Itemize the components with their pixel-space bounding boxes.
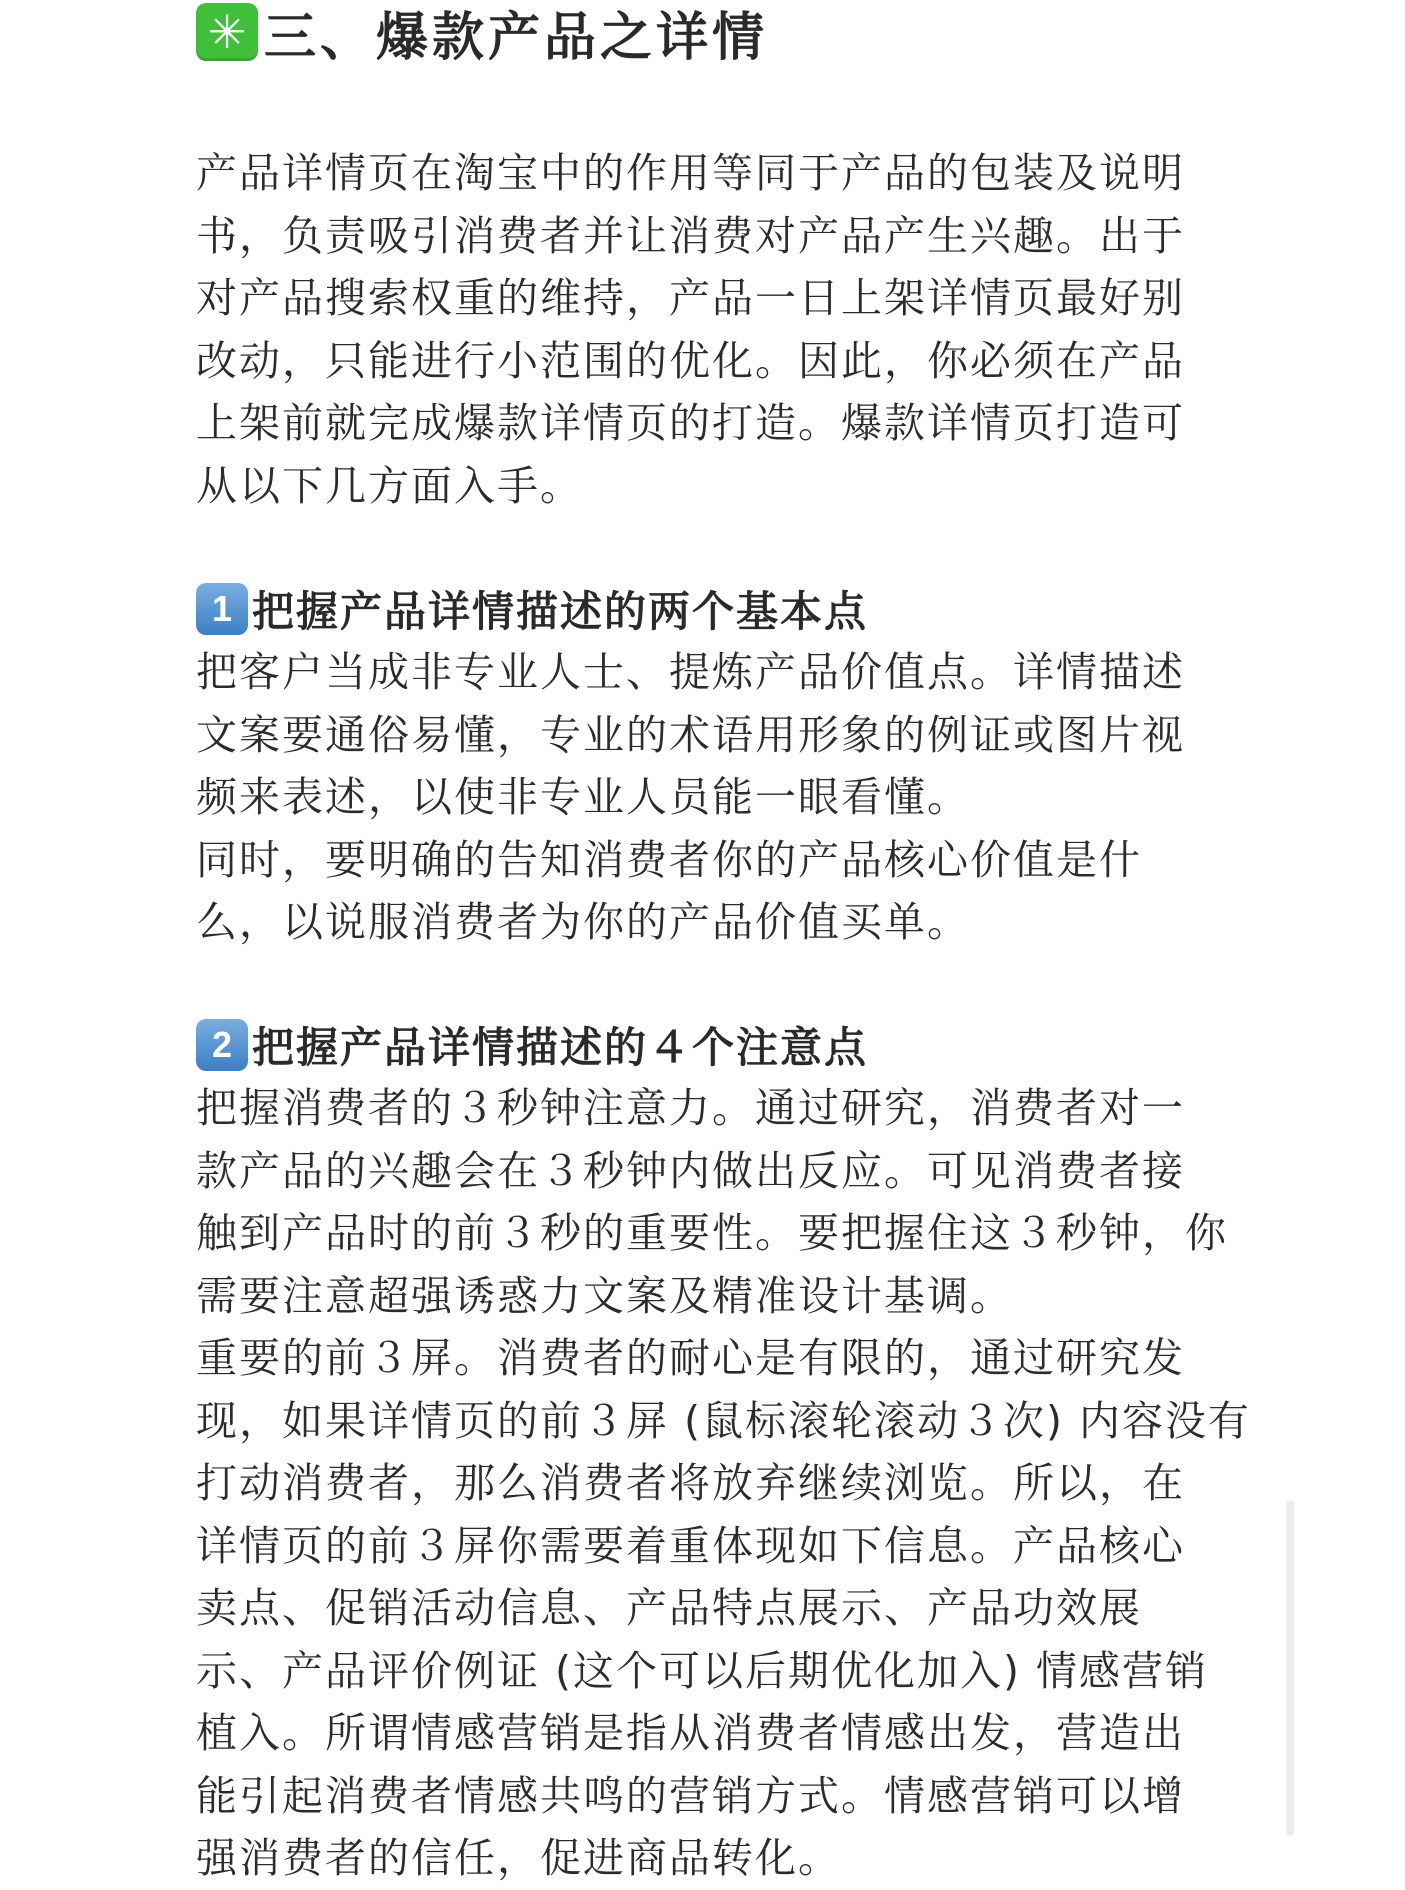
- section1-line: 同时，要明确的告知消费者你的产品核心价值是什: [196, 835, 1142, 884]
- subheading-1-text: 把握产品详情描述的两个基本点: [252, 587, 869, 636]
- subheading-2-text: 把握产品详情描述的４个注意点: [252, 1023, 869, 1072]
- section2-paragraph: [196, 1077, 1252, 1890]
- intro-line: 上架前就完成爆款详情页的打造。爆款详情页打造可: [196, 399, 1185, 447]
- intro-line: 改动，只能进行小范围的优化。因此，你必须在产品: [196, 336, 1185, 385]
- section2-line: 卖点、促销活动信息、产品特点展示、产品功效展: [196, 1584, 1142, 1632]
- section1-line: 文案要通俗易懂，专业的术语用形象的例证或图片视: [196, 710, 1185, 759]
- subheading-1: [196, 578, 868, 640]
- intro-line: 对产品搜索权重的维持，产品一日上架详情页最好别: [196, 274, 1185, 322]
- section2-line: 现，如果详情页的前３屏 (鼠标滚轮滚动３次) 内容没有: [196, 1396, 1252, 1445]
- section2-line: 把握消费者的３秒钟注意力。通过研究，消费者对一: [196, 1084, 1185, 1132]
- section-title-text: 三、爆款产品之详情: [264, 7, 769, 68]
- section2-line: 需要注意超强诱惑力文案及精准设计基调。: [196, 1271, 1013, 1320]
- section2-line: 款产品的兴趣会在３秒钟内做出反应。可见消费者接: [196, 1146, 1185, 1195]
- section2-line: 详情页的前３屏你需要着重体现如下信息。产品核心: [196, 1521, 1185, 1570]
- section2-line: 重要的前３屏。消费者的耐心是有限的，通过研究发: [196, 1334, 1185, 1382]
- keycap-1-icon: 1: [196, 583, 248, 635]
- scrollbar[interactable]: [1286, 1500, 1294, 1836]
- intro-line: 从以下几方面入手。: [196, 461, 583, 510]
- intro-line: 产品详情页在淘宝中的作用等同于产品的包装及说明: [196, 149, 1185, 197]
- section2-line: 示、产品评价例证 (这个可以后期优化加入) 情感营销: [196, 1646, 1209, 1695]
- section-title: [196, 0, 769, 68]
- intro-paragraph: [196, 142, 1226, 517]
- section2-line: 植入。所谓情感营销是指从消费者情感出发，营造出: [196, 1709, 1185, 1757]
- subheading-2: [196, 1014, 868, 1076]
- intro-line: 书，负责吸引消费者并让消费对产品产生兴趣。出于: [196, 211, 1185, 260]
- section1-line: 么，以说服消费者为你的产品价值买单。: [196, 898, 970, 946]
- section2-line: 能引起消费者情感共鸣的营销方式。情感营销可以增: [196, 1771, 1185, 1820]
- section2-line: 打动消费者，那么消费者将放弃继续浏览。所以，在: [196, 1459, 1185, 1507]
- eight-spoked-asterisk-icon: ✳: [196, 3, 258, 61]
- section2-line: 强消费者的信任，促进商品转化。: [196, 1834, 841, 1882]
- section2-line: 触到产品时的前３秒的重要性。要把握住这３秒钟，你: [196, 1209, 1228, 1257]
- section1-line: 把客户当成非专业人士、提炼产品价值点。详情描述: [196, 648, 1185, 696]
- section1-line: 频来表述，以使非专业人员能一眼看懂。: [196, 773, 970, 821]
- section1-paragraph: [196, 641, 1226, 954]
- keycap-2-icon: 2: [196, 1019, 248, 1071]
